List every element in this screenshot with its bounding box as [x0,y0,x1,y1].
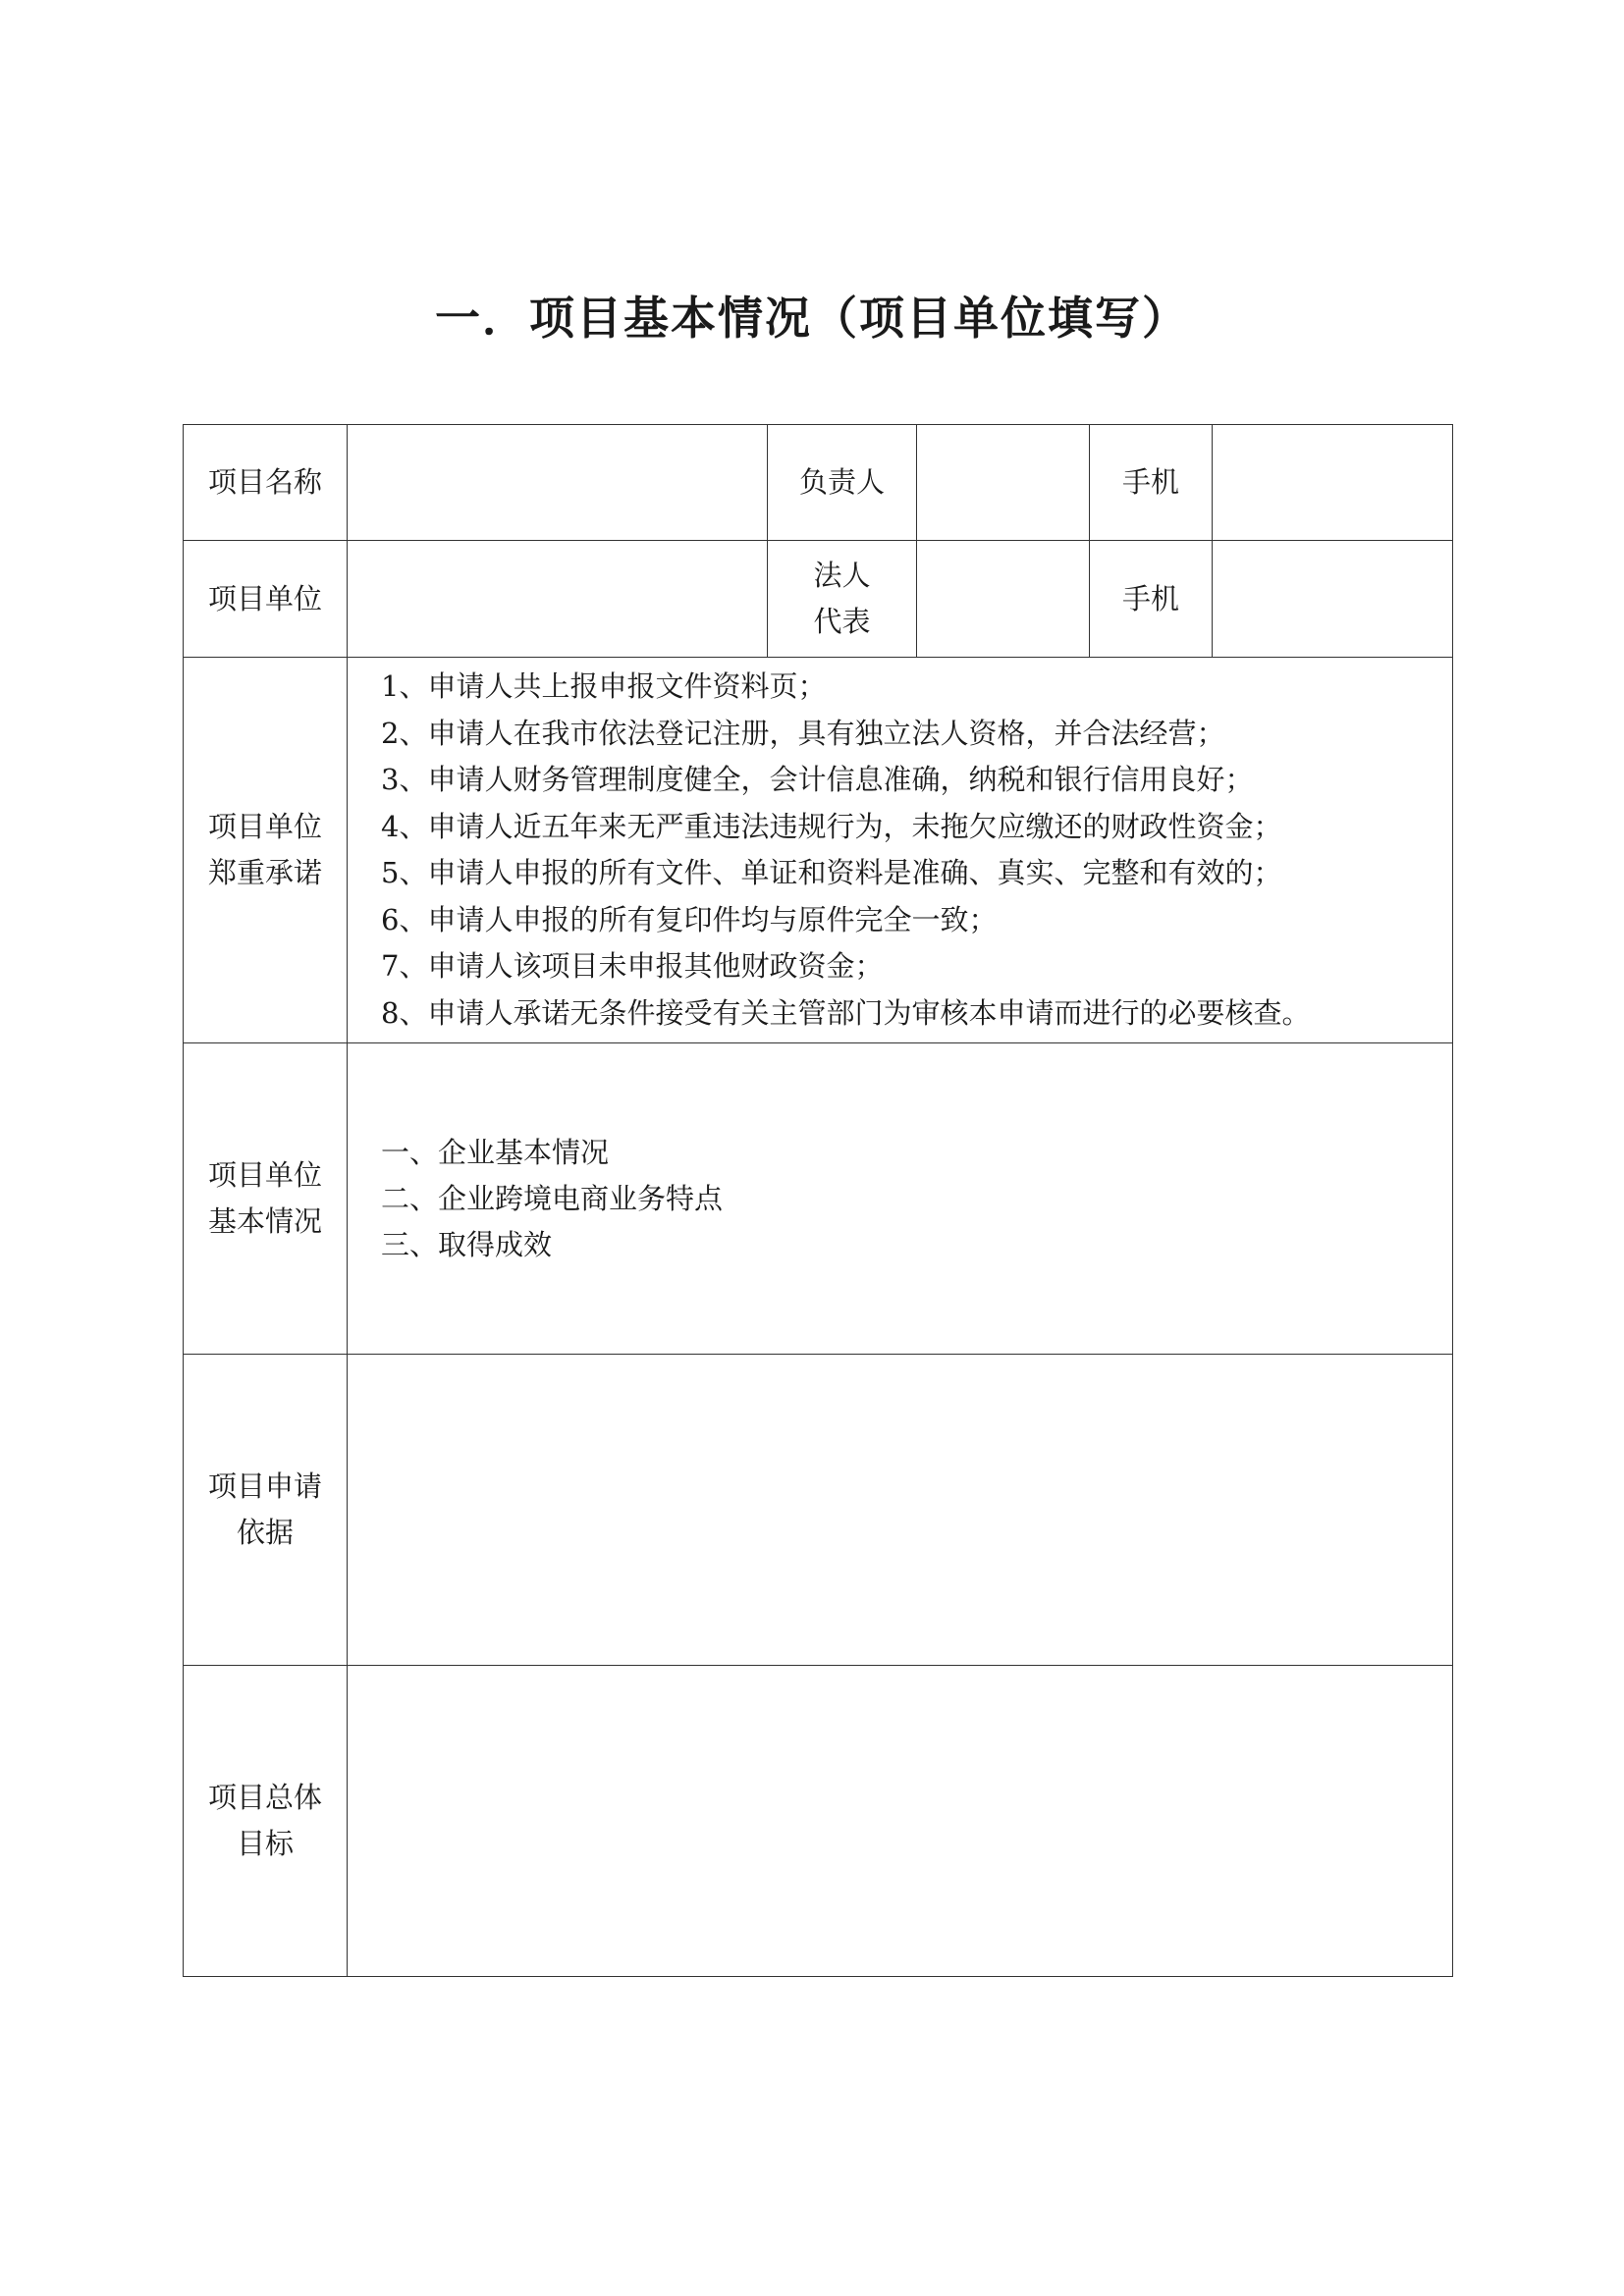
overall-goal-label-line1: 项目总体 [207,1781,322,1814]
promise-item: 3、申请人财务管理制度健全，会计信息准确，纳税和银行信用良好； [381,763,1254,796]
page-title: 一．项目基本情况（项目单位填写） [435,292,1189,345]
project-unit-field[interactable] [348,541,768,658]
legal-rep-label [768,541,917,658]
legal-phone-label [1090,541,1213,658]
application-basis-label-line2: 依据 [236,1516,294,1549]
row-basic-info [184,1043,1453,1355]
project-unit-label [184,541,348,658]
basic-info-content[interactable] [348,1043,1453,1355]
promise-label-line1: 项目单位 [207,810,322,843]
legal-rep-label-line2: 代表 [813,605,871,638]
promise-item: 1、申请人共上报申报文件资料页； [381,669,827,703]
legal-phone-label-text: 手机 [1121,581,1179,615]
application-basis-field[interactable] [348,1355,1453,1666]
project-unit-label-text: 项目单位 [207,581,322,615]
legal-rep-label-line1: 法人 [813,559,871,592]
basic-info-item: 二、企业跨境电商业务特点 [381,1181,724,1215]
legal-rep-field[interactable] [917,541,1090,658]
promise-item: 6、申请人申报的所有复印件均与原件完全一致； [381,902,998,936]
leader-phone-label [1090,425,1213,541]
promise-content [348,658,1453,1043]
row-project-unit [184,541,1453,658]
overall-goal-field[interactable] [348,1666,1453,1977]
overall-goal-label-line2: 目标 [236,1827,294,1860]
project-name-label [184,425,348,541]
row-promise [184,658,1453,1043]
basic-info-item: 一、企业基本情况 [381,1135,610,1169]
promise-item: 5、申请人申报的所有文件、单证和资料是准确、真实、完整和有效的； [381,856,1282,889]
promise-item: 2、申请人在我市依法登记注册，具有独立法人资格，并合法经营； [381,716,1225,750]
basic-info-item: 三、取得成效 [381,1227,553,1261]
promise-label-line2: 郑重承诺 [207,856,322,889]
promise-item: 8、申请人承诺无条件接受有关主管部门为审核本申请而进行的必要核查。 [381,995,1311,1030]
basic-info-label [184,1043,348,1355]
leader-field[interactable] [917,425,1090,541]
application-basis-label [184,1355,348,1666]
leader-phone-field[interactable] [1213,425,1453,541]
row-overall-goal [184,1666,1453,1977]
basic-info-label-line1: 项目单位 [207,1158,322,1192]
application-basis-label-line1: 项目申请 [207,1469,322,1503]
project-info-form [183,424,1453,1977]
overall-goal-label [184,1666,348,1977]
basic-info-label-line2: 基本情况 [207,1204,322,1238]
row-project-name [184,425,1453,541]
leader-phone-label-text: 手机 [1121,465,1179,499]
project-name-label-text: 项目名称 [207,465,322,499]
project-name-field[interactable] [348,425,768,541]
leader-label-text: 负责人 [798,465,885,499]
promise-label [184,658,348,1043]
promise-item: 4、申请人近五年来无严重违法违规行为，未拖欠应缴还的财政性资金； [381,809,1282,843]
row-application-basis [184,1355,1453,1666]
leader-label [768,425,917,541]
promise-item: 7、申请人该项目未申报其他财政资金； [381,949,884,983]
legal-phone-field[interactable] [1213,541,1453,658]
